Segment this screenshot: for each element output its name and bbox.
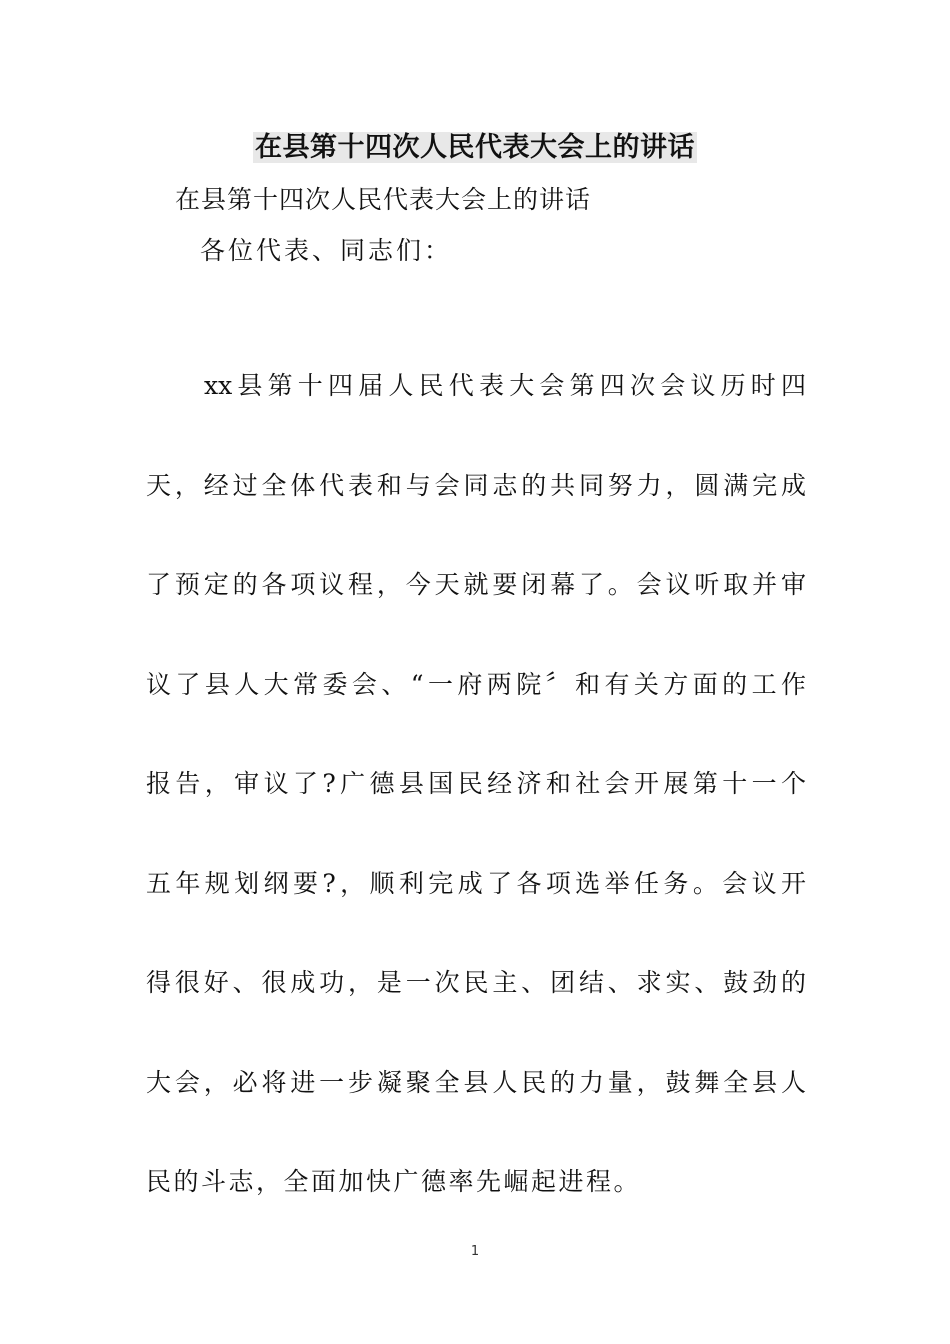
paragraph-line: 议了县人大常委会、“一府两院〞和有关方面的工作 (146, 669, 806, 699)
document-title-text: 在县第十四次人民代表大会上的讲话 (255, 132, 695, 163)
paragraph-line: xx县第十四届人民代表大会第四次会议历时四 (204, 371, 806, 400)
greeting-line: 各位代表、同志们： (200, 236, 453, 265)
body-paragraph (146, 336, 806, 1232)
paragraph-line: 大会，必将进一步凝聚全县人民的力量，鼓舞全县人 (146, 1067, 806, 1097)
paragraph-line: 天，经过全体代表和与会同志的共同努力，圆满完成 (146, 470, 806, 500)
paragraph-line: 五年规划纲要?，顺利完成了各项选举任务。会议开 (146, 868, 806, 898)
paragraph-line: 民的斗志，全面加快广德率先崛起进程。 (146, 1167, 642, 1196)
paragraph-line: 得很好、很成功，是一次民主、团结、求实、鼓劲的 (146, 968, 806, 997)
document-subtitle: 在县第十四次人民代表大会上的讲话 (175, 185, 592, 214)
document-title (0, 128, 950, 168)
paragraph-line: 报告，审议了?广德县国民经济和社会开展第十一个 (146, 769, 806, 798)
paragraph-line: 了预定的各项议程，今天就要闭幕了。会议听取并审 (146, 570, 806, 599)
page-number: 1 (470, 1244, 480, 1259)
